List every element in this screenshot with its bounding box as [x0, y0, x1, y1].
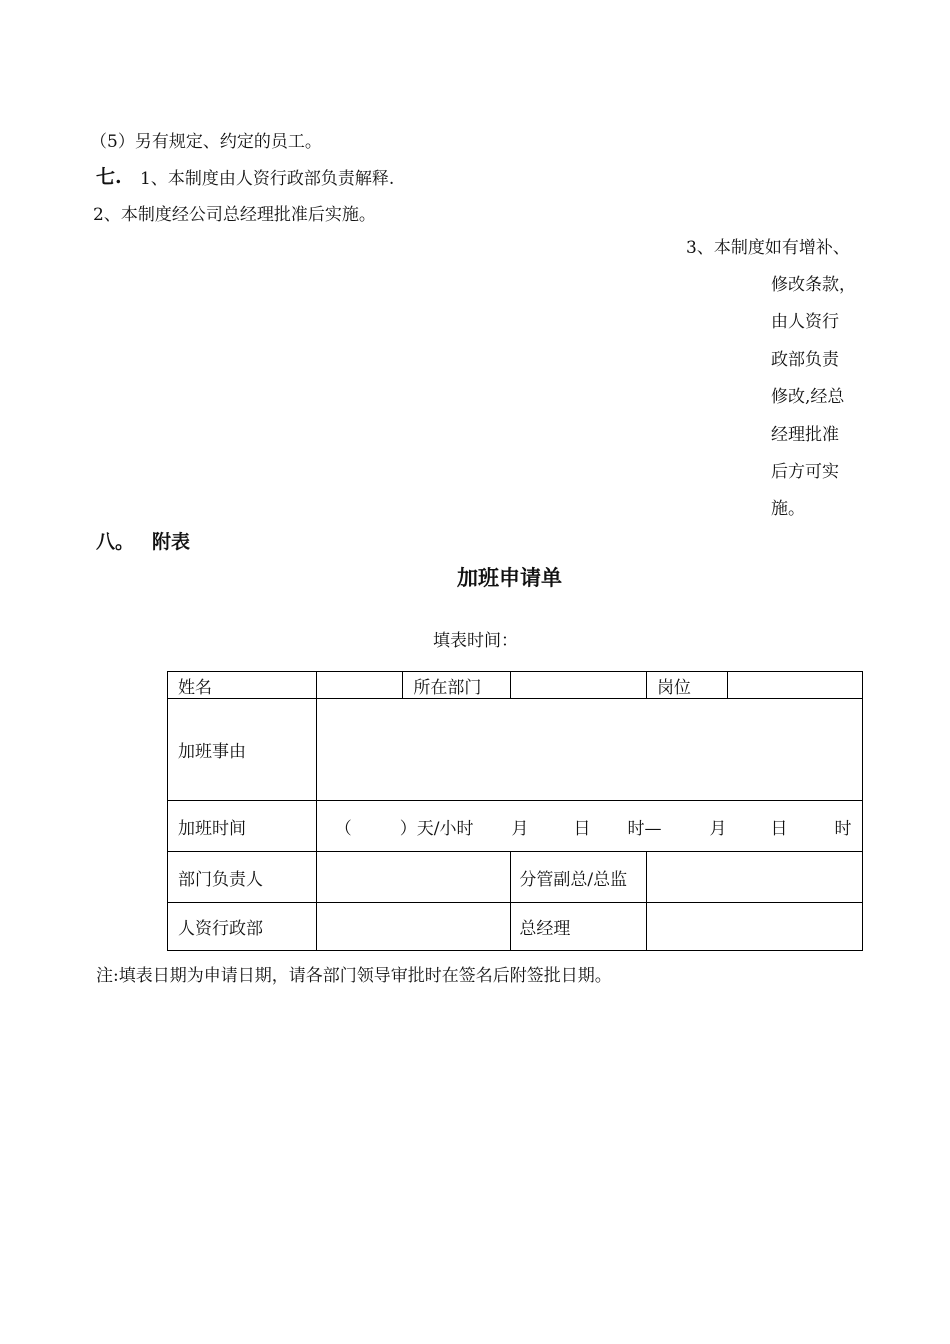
form-note: 注:填表日期为申请日期，请各部门领导审批时在签名后附签批日期。 — [96, 966, 612, 986]
post-value-cell[interactable] — [728, 672, 863, 699]
hr-label: 人资行政部 — [168, 903, 317, 951]
item-5: （5）另有规定、约定的员工。 — [90, 132, 322, 152]
time-start-hour: 时— — [627, 818, 662, 839]
section-8-label: 八。 — [96, 531, 135, 553]
section-7-item-3-line-5: 修改,经总 — [771, 387, 845, 407]
gm-value-cell[interactable] — [646, 903, 862, 951]
form-row-reason — [168, 699, 863, 801]
overtime-form-table — [167, 671, 863, 951]
section-7-item-3-line-2: 修改条款， — [771, 275, 856, 295]
time-end-hour: 时 — [834, 818, 852, 839]
time-start-day: 日 — [573, 818, 591, 839]
form-row-time — [168, 801, 863, 852]
vp-value-cell[interactable] — [646, 852, 862, 903]
time-end-day: 日 — [770, 818, 788, 839]
section-7-item-1: 1、本制度由人资行政部负责解释. — [140, 169, 395, 189]
form-title: 加班申请单 — [457, 565, 562, 590]
section-7-item-2: 2、本制度经公司总经理批准后实施。 — [93, 205, 376, 225]
time-line — [327, 814, 862, 839]
section-7-item-3-line-1: 3、本制度如有增补、 — [686, 238, 850, 258]
form-row-name — [168, 672, 863, 699]
time-end-month: 月 — [709, 818, 727, 839]
section-7-item-3-line-4: 政部负责 — [771, 350, 839, 370]
section-7-item-3-line-7: 后方可实 — [771, 462, 839, 482]
time-start-month: 月 — [511, 818, 529, 839]
section-7-item-3-line-8: 施。 — [771, 499, 805, 519]
reason-label: 加班事由 — [168, 699, 317, 801]
time-value-cell[interactable] — [316, 801, 862, 852]
reason-value-cell[interactable] — [316, 699, 862, 801]
time-days-hours: ）天/小时 — [399, 818, 474, 839]
time-paren-open: （ — [334, 818, 352, 839]
name-label: 姓名 — [168, 672, 317, 699]
vp-label: 分管副总/总监 — [511, 852, 647, 903]
section-7-label: 七. — [96, 166, 122, 188]
post-label: 岗位 — [646, 672, 728, 699]
dept-head-label: 部门负责人 — [168, 852, 317, 903]
dept-head-value-cell[interactable] — [316, 852, 511, 903]
section-8-title: 附表 — [152, 531, 191, 553]
dept-value-cell[interactable] — [511, 672, 647, 699]
name-value-cell[interactable] — [316, 672, 403, 699]
hr-value-cell[interactable] — [316, 903, 511, 951]
gm-label: 总经理 — [511, 903, 647, 951]
form-row-dept-head — [168, 852, 863, 903]
form-row-hr — [168, 903, 863, 951]
section-7-item-3-line-3: 由人资行 — [771, 312, 839, 332]
dept-label: 所在部门 — [403, 672, 511, 699]
section-7-item-3-line-6: 经理批准 — [771, 425, 839, 445]
fill-time-label: 填表时间： — [433, 631, 518, 651]
time-label: 加班时间 — [168, 801, 317, 852]
